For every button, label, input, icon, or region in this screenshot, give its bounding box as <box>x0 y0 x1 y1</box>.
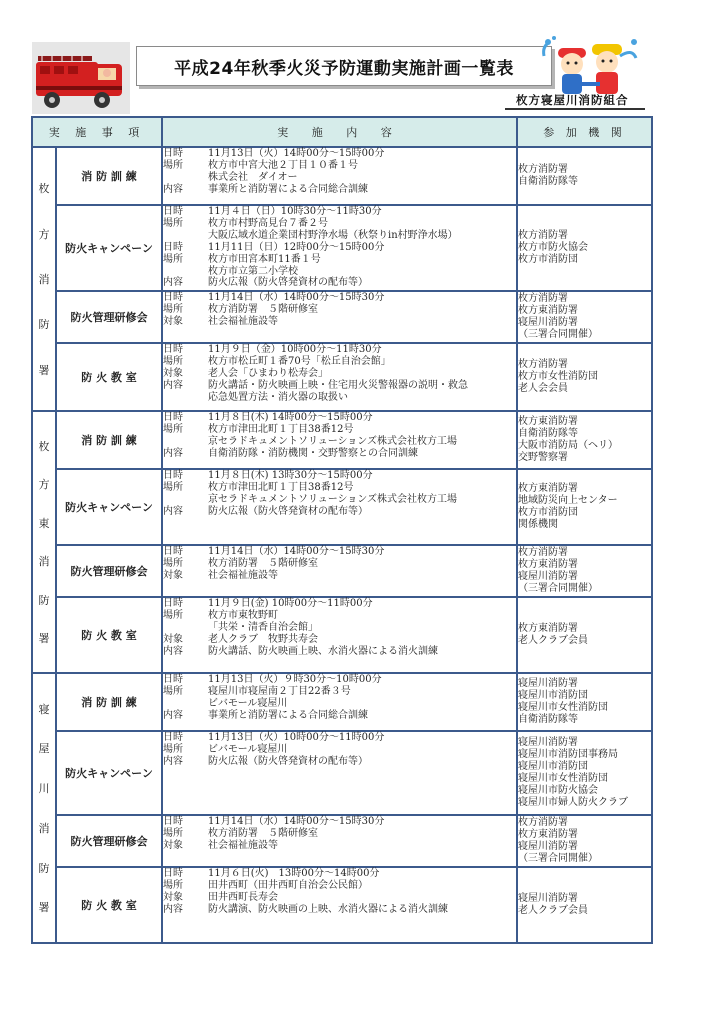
participant: 枚方消防署 <box>518 359 568 371</box>
detail-line <box>163 292 516 304</box>
detail-line <box>163 570 516 582</box>
detail-label: 日時 <box>163 732 183 743</box>
event-details <box>162 469 517 545</box>
detail-label <box>163 698 208 710</box>
detail-label: 対象 <box>163 633 183 645</box>
event-details <box>162 147 517 205</box>
event-name: 消 防 訓 練 <box>56 411 162 469</box>
detail-label: 対象 <box>163 315 183 327</box>
detail-text: 防火広報（防火啓発資材の配布等） <box>208 505 368 517</box>
detail-line <box>163 316 516 328</box>
participant: （三署合同開催） <box>518 328 598 340</box>
participant: 自衛消防隊等 <box>518 428 578 440</box>
detail-line <box>163 880 516 892</box>
detail-label: 場所 <box>163 253 183 265</box>
participant: 老人クラブ会員 <box>518 905 588 916</box>
station-name-char: 消 <box>38 272 50 286</box>
detail-line <box>163 904 516 916</box>
detail-label: 場所 <box>163 685 183 697</box>
event-name: 防火管理研修会 <box>56 291 162 343</box>
detail-text: 枚方市津田北町１丁目38番12号 <box>208 481 354 493</box>
detail-text: 防火講演、防火映画の上映、水消火器による消火訓練 <box>208 903 448 915</box>
detail-label: 日時 <box>163 674 183 685</box>
participant: 寝屋川市消防団 <box>518 690 588 702</box>
detail-text: 11月14日（水）14時00分～15時30分 <box>208 546 385 557</box>
participant: 自衛消防隊等 <box>518 713 578 725</box>
detail-line <box>163 277 516 289</box>
participants-cell <box>517 205 652 291</box>
event-details <box>162 411 517 469</box>
detail-label: 内容 <box>163 709 183 721</box>
detail-text: 社会福祉施設等 <box>208 315 278 327</box>
detail-text: 防火広報（防火啓発資材の配布等） <box>208 277 368 289</box>
detail-text: 事業所と消防署による合同総合訓練 <box>208 709 368 721</box>
station-name-char: 東 <box>38 516 50 530</box>
event-name: 防 火 教 室 <box>56 867 162 943</box>
participant: （三署合同開催） <box>518 852 598 864</box>
table-row <box>32 731 652 815</box>
detail-label: 場所 <box>163 827 183 839</box>
detail-label <box>163 622 208 634</box>
table-row <box>32 205 652 291</box>
event-details <box>162 545 517 597</box>
detail-line <box>163 598 516 610</box>
table-row <box>32 545 652 597</box>
header-row <box>32 117 652 147</box>
event-name: 消 防 訓 練 <box>56 673 162 731</box>
detail-line <box>163 710 516 722</box>
event-name: 防火キャンペーン <box>56 205 162 291</box>
detail-label: 場所 <box>163 879 183 891</box>
participant: 枚方東消防署 <box>518 305 578 317</box>
detail-label: 内容 <box>163 447 183 459</box>
plan-table <box>31 116 653 944</box>
station-name <box>33 151 55 407</box>
detail-text: 京セラドキュメントソリューションズ株式会社枚方工場 <box>208 435 457 447</box>
detail-label: 日時 <box>163 470 183 481</box>
table-row <box>32 469 652 545</box>
detail-label: 内容 <box>163 903 183 915</box>
participant: 枚方消防署 <box>518 817 568 829</box>
detail-line <box>163 254 516 266</box>
detail-label: 日時 <box>163 868 183 879</box>
participants-cell <box>517 867 652 943</box>
detail-text: 枚方消防署 ５階研修室 <box>208 557 318 569</box>
detail-line <box>163 828 516 840</box>
participant: 枚方消防署 <box>518 293 568 305</box>
station-name-char: 方 <box>38 478 50 492</box>
participant: 枚方市防火協会 <box>518 242 588 254</box>
detail-label <box>163 392 208 404</box>
station-name-char: 消 <box>38 555 50 569</box>
detail-text: 枚方市村野高見台７番２号 <box>208 217 328 229</box>
detail-text: 防火広報（防火啓発資材の配布等） <box>208 755 368 767</box>
detail-text: 老人会「ひまわり松寿会」 <box>208 367 328 379</box>
participant: 寝屋川消防署 <box>518 841 578 852</box>
participants-cell <box>517 815 652 867</box>
detail-label: 場所 <box>163 609 183 621</box>
fire-truck-illustration <box>32 42 130 114</box>
detail-text: 自衛消防隊・消防機関・交野警察との合同訓練 <box>208 447 418 459</box>
participant: 寝屋川消防署 <box>518 317 578 328</box>
table-row <box>32 291 652 343</box>
station-name-char: 署 <box>38 901 50 915</box>
event-name: 防火キャンペーン <box>56 731 162 815</box>
detail-line <box>163 356 516 368</box>
detail-label: 内容 <box>163 183 183 195</box>
detail-label: 場所 <box>163 303 183 315</box>
participant: 寝屋川消防署 <box>518 571 578 582</box>
organization-underline <box>505 108 645 110</box>
detail-label <box>163 436 208 448</box>
detail-line <box>163 686 516 698</box>
detail-text: 株式会社 ダイオー <box>208 171 298 183</box>
detail-text: 防火講話・防火映画上映・住宅用火災警報器の説明・救急 <box>208 379 468 391</box>
detail-text: 枚方市松丘町１番70号「松丘自治会館」 <box>208 355 391 367</box>
participant: 寝屋川消防署 <box>518 678 578 690</box>
detail-text: ビバモール寝屋川 <box>208 697 288 709</box>
detail-label: 日時 <box>163 206 183 217</box>
participant: 関係機関 <box>518 518 558 530</box>
participants-cell <box>517 411 652 469</box>
participant: 枚方市消防団 <box>518 507 578 518</box>
table-row <box>32 147 652 205</box>
detail-label <box>163 494 208 506</box>
detail-line <box>163 448 516 460</box>
detail-text: 11月９日(金) 10時00分～11時00分 <box>208 598 373 609</box>
participant: 寝屋川市女性消防団 <box>518 702 608 713</box>
participant: 地域防災向上センター <box>518 495 618 507</box>
participants-cell <box>517 545 652 597</box>
detail-line <box>163 840 516 852</box>
detail-text: 11月９日（金）10時00分～11時30分 <box>208 344 382 355</box>
station-name-char: 枚 <box>38 182 50 196</box>
detail-line <box>163 494 516 506</box>
detail-line <box>163 610 516 622</box>
detail-text: ビバモール寝屋川 <box>208 743 288 755</box>
detail-line <box>163 744 516 756</box>
detail-text: 大阪広域水道企業団村野浄水場（秋祭りin村野浄水場） <box>208 229 458 241</box>
detail-text: 事業所と消防署による合同総合訓練 <box>208 183 368 195</box>
detail-text: 11月４日（日）10時30分～11時30分 <box>208 206 382 217</box>
detail-line <box>163 424 516 436</box>
event-name: 防 火 教 室 <box>56 343 162 411</box>
detail-label: 内容 <box>163 505 183 517</box>
event-name: 防 火 教 室 <box>56 597 162 673</box>
participant: 寝屋川消防署 <box>518 893 578 905</box>
station-name-char: 寝 <box>38 702 50 716</box>
station-name-char: 署 <box>38 363 50 377</box>
detail-text: 応急処置方法・消火器の取扱い <box>208 391 348 403</box>
detail-line <box>163 892 516 904</box>
detail-line <box>163 206 516 218</box>
detail-line <box>163 412 516 424</box>
participant: 枚方消防署 <box>518 230 568 242</box>
participant: 交野警察署 <box>518 451 568 463</box>
detail-text: 枚方市東牧野町 <box>208 609 278 621</box>
station-name <box>33 415 55 669</box>
station-name-cell <box>32 673 56 943</box>
station-name-char: 屋 <box>38 742 50 756</box>
detail-label: 日時 <box>163 546 183 557</box>
detail-text: 11月11日（日）12時00分～15時00分 <box>208 241 385 253</box>
detail-label: 内容 <box>163 277 183 289</box>
detail-label: 場所 <box>163 557 183 569</box>
detail-label <box>163 230 208 242</box>
detail-line <box>163 470 516 482</box>
detail-text: 11月６日(火) 13時00分～14時00分 <box>208 868 380 879</box>
detail-text: 京セラドキュメントソリューションズ株式会社枚方工場 <box>208 493 457 505</box>
event-name: 防火管理研修会 <box>56 815 162 867</box>
detail-text: 社会福祉施設等 <box>208 839 278 851</box>
plan-table-body <box>32 147 652 943</box>
participant: 自衛消防隊等 <box>518 176 578 187</box>
participant: （三署合同開催） <box>518 582 598 594</box>
event-name: 防火キャンペーン <box>56 469 162 545</box>
detail-line <box>163 148 516 160</box>
detail-text: 枚方市中宮大池２丁目１０番１号 <box>208 159 358 171</box>
detail-line <box>163 368 516 380</box>
detail-label: 日時 <box>163 816 183 827</box>
detail-label: 内容 <box>163 755 183 767</box>
detail-line <box>163 160 516 172</box>
detail-label: 内容 <box>163 379 183 391</box>
participant: 寝屋川市防火協会 <box>518 784 598 796</box>
page-title: 平成24年秋季火災予防運動実施計画一覧表 <box>174 58 514 79</box>
detail-line <box>163 172 516 184</box>
participant: 枚方東消防署 <box>518 559 578 571</box>
detail-label: 場所 <box>163 217 183 229</box>
detail-text: 寝屋川市寝屋南２丁目22番３号 <box>208 685 351 697</box>
participant: 寝屋川市消防団事務局 <box>518 749 618 761</box>
detail-label: 対象 <box>163 891 183 903</box>
participant: 老人会会員 <box>518 382 568 394</box>
event-details <box>162 673 517 731</box>
detail-line <box>163 646 516 658</box>
station-name-char: 川 <box>38 782 50 796</box>
detail-label: 日時 <box>163 148 183 159</box>
participant: 寝屋川消防署 <box>518 737 578 749</box>
table-row <box>32 411 652 469</box>
station-name-char: 防 <box>38 593 50 607</box>
participant: 枚方東消防署 <box>518 623 578 635</box>
detail-text: 枚方市津田北町１丁目38番12号 <box>208 423 354 435</box>
detail-text: 社会福祉施設等 <box>208 569 278 581</box>
detail-line <box>163 344 516 356</box>
detail-label: 場所 <box>163 481 183 493</box>
detail-line <box>163 266 516 278</box>
detail-line <box>163 622 516 634</box>
event-details <box>162 597 517 673</box>
participants-cell <box>517 469 652 545</box>
detail-label: 対象 <box>163 569 183 581</box>
detail-text: 11月14日（水）14時00分～15時30分 <box>208 816 385 827</box>
detail-line <box>163 482 516 494</box>
station-name-char: 署 <box>38 632 50 646</box>
station-name-char: 防 <box>38 318 50 332</box>
header-participants: 参 加 機 関 <box>517 117 652 147</box>
detail-label: 場所 <box>163 743 183 755</box>
event-details <box>162 731 517 815</box>
participant: 寝屋川市女性消防団 <box>518 773 608 784</box>
detail-line <box>163 558 516 570</box>
table-row <box>32 815 652 867</box>
station-name-cell <box>32 411 56 673</box>
detail-line <box>163 304 516 316</box>
detail-text: 11月８日(木) 13時30分～15時00分 <box>208 470 373 481</box>
detail-line <box>163 184 516 196</box>
table-row <box>32 867 652 943</box>
detail-line <box>163 674 516 686</box>
detail-label <box>163 266 208 278</box>
event-details <box>162 343 517 411</box>
header-items: 実 施 事 項 <box>32 117 162 147</box>
table-row <box>32 343 652 411</box>
detail-text: 老人クラブ 牧野共寿会 <box>208 633 318 645</box>
station-name-char: 枚 <box>38 439 50 453</box>
detail-text: 11月８日(木) 14時00分～15時00分 <box>208 412 373 423</box>
detail-line <box>163 698 516 710</box>
participants-cell <box>517 673 652 731</box>
detail-line <box>163 436 516 448</box>
table-row <box>32 673 652 731</box>
detail-text: 枚方消防署 ５階研修室 <box>208 827 318 839</box>
event-name: 消 防 訓 練 <box>56 147 162 205</box>
table-row <box>32 597 652 673</box>
detail-line <box>163 634 516 646</box>
detail-text: 枚方市立第二小学校 <box>208 265 298 277</box>
participant: 枚方市消防団 <box>518 253 578 265</box>
detail-text: 11月13日（火）９時30分～10時00分 <box>208 674 382 685</box>
detail-text: 枚方市田宮本町11番１号 <box>208 253 321 265</box>
participants-cell <box>517 147 652 205</box>
participant: 枚方市女性消防団 <box>518 371 598 383</box>
station-name-char: 防 <box>38 861 50 875</box>
station-name <box>33 677 55 939</box>
detail-label: 場所 <box>163 423 183 435</box>
detail-line <box>163 242 516 254</box>
participant: 枚方東消防署 <box>518 829 578 841</box>
detail-text: 防火講話、防火映画上映、水消火器による消火訓練 <box>208 645 438 657</box>
detail-text: 「共栄・清香自治会館」 <box>208 621 318 633</box>
detail-text: 11月14日（水）14時00分～15時30分 <box>208 292 385 303</box>
detail-label: 場所 <box>163 355 183 367</box>
detail-label: 対象 <box>163 367 183 379</box>
detail-text: 田井西町（田井西町自治会公民館） <box>208 879 368 891</box>
station-name-char: 消 <box>38 821 50 835</box>
detail-text: 田井西町長寿会 <box>208 891 278 903</box>
event-details <box>162 815 517 867</box>
detail-line <box>163 218 516 230</box>
detail-line <box>163 230 516 242</box>
detail-label: 日時 <box>163 598 183 609</box>
participant: 枚方消防署 <box>518 164 568 176</box>
detail-line <box>163 816 516 828</box>
detail-line <box>163 506 516 518</box>
participant: 寝屋川市消防団 <box>518 761 588 773</box>
detail-label: 日時 <box>163 292 183 303</box>
participants-cell <box>517 343 652 411</box>
participant: 枚方東消防署 <box>518 416 578 428</box>
detail-label <box>163 172 208 184</box>
detail-label: 日時 <box>163 412 183 423</box>
station-name-cell <box>32 147 56 411</box>
organization-name: 枚方寝屋川消防組合 <box>516 93 629 107</box>
detail-text: 11月13日（火）10時00分～11時00分 <box>208 732 385 743</box>
detail-text: 枚方消防署 ５階研修室 <box>208 303 318 315</box>
detail-text: 11月13日（火）14時00分～15時00分 <box>208 148 385 159</box>
detail-line <box>163 868 516 880</box>
detail-label: 内容 <box>163 645 183 657</box>
participants-cell <box>517 291 652 343</box>
participant: 枚方東消防署 <box>518 483 578 495</box>
participant: 寝屋川市婦人防火クラブ <box>518 796 628 808</box>
detail-line <box>163 546 516 558</box>
header-details: 実 施 内 容 <box>162 117 517 147</box>
detail-line <box>163 380 516 392</box>
detail-line <box>163 392 516 404</box>
event-details <box>162 291 517 343</box>
title-box <box>136 46 552 86</box>
detail-line <box>163 732 516 744</box>
detail-label: 場所 <box>163 159 183 171</box>
participants-cell <box>517 597 652 673</box>
event-details <box>162 205 517 291</box>
station-name-char: 方 <box>38 227 50 241</box>
event-name: 防火管理研修会 <box>56 545 162 597</box>
detail-line <box>163 756 516 768</box>
participant: 大阪市消防局（ヘリ） <box>518 440 618 451</box>
detail-label: 日時 <box>163 241 183 253</box>
detail-label: 日時 <box>163 344 183 355</box>
participant: 老人クラブ会員 <box>518 635 588 646</box>
detail-label: 対象 <box>163 839 183 851</box>
participants-cell <box>517 731 652 815</box>
participant: 枚方消防署 <box>518 547 568 559</box>
event-details <box>162 867 517 943</box>
